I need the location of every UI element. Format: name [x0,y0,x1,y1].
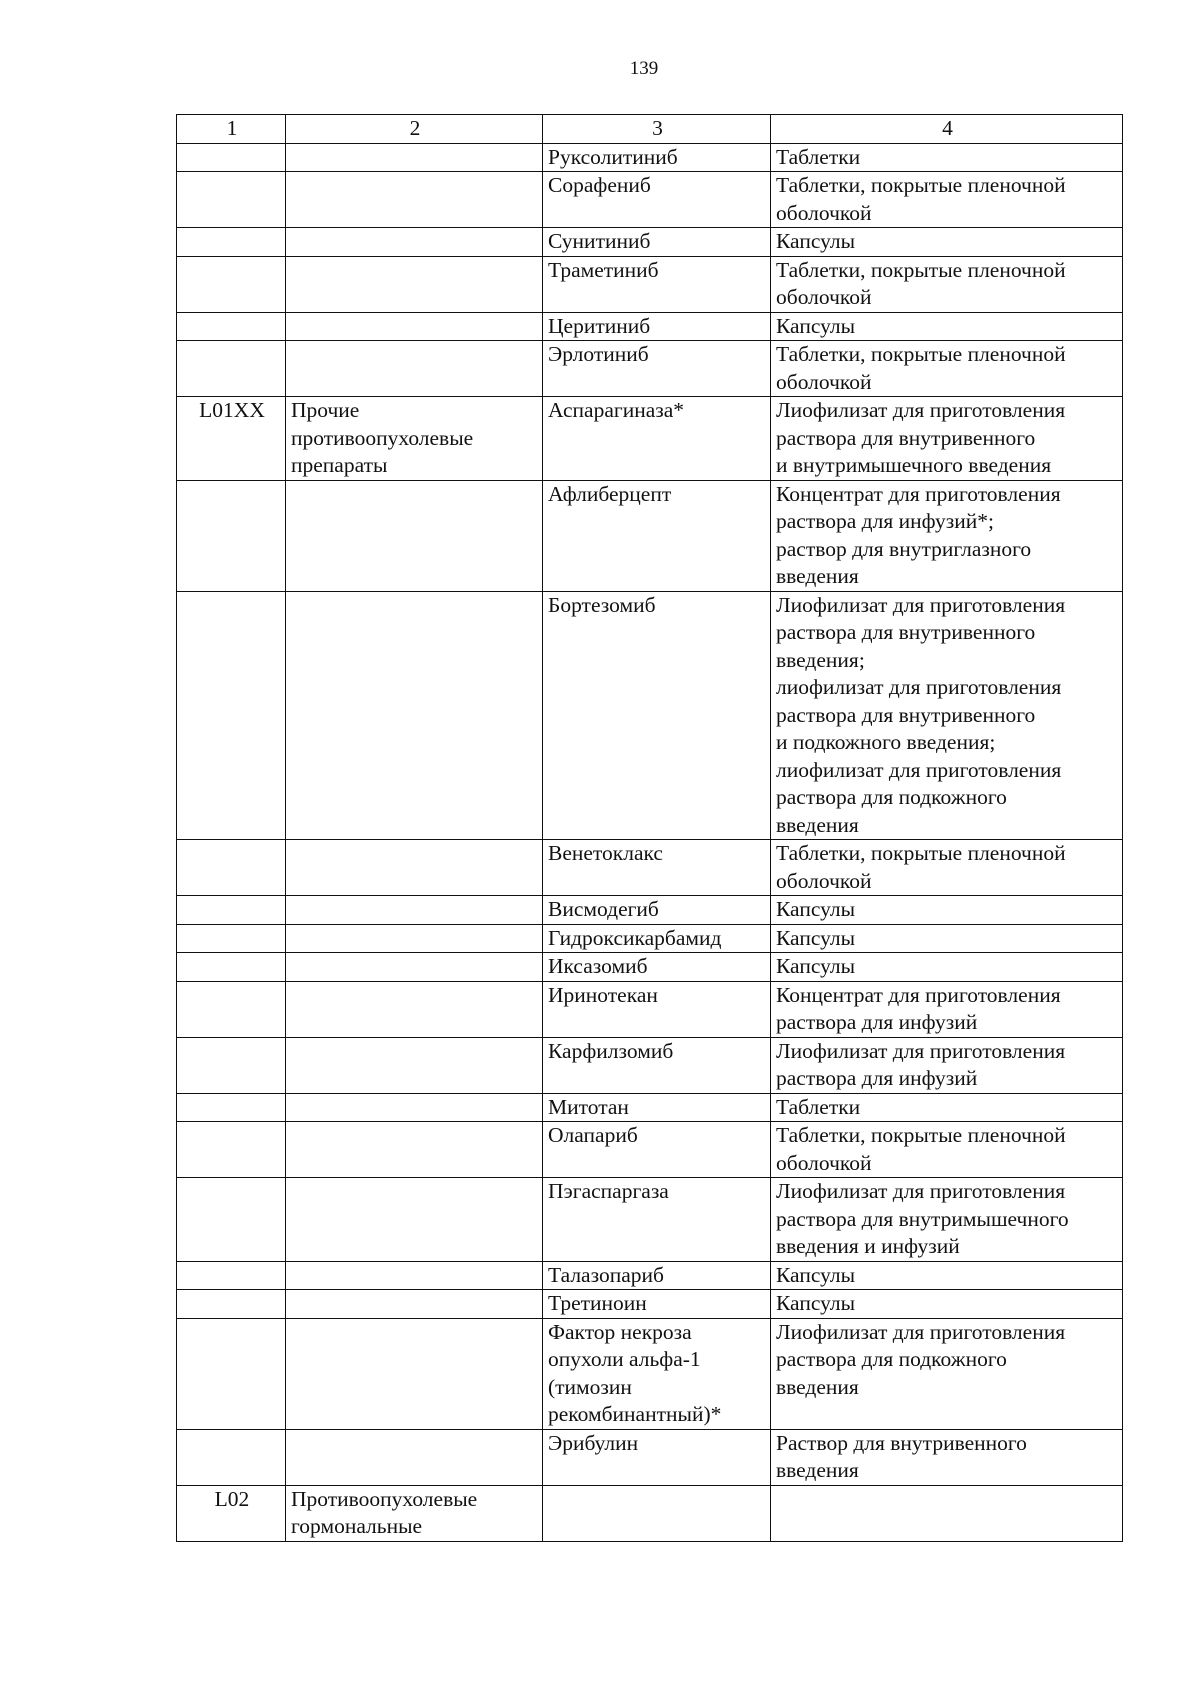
atc-code-cell: L02 [177,1485,286,1541]
dosage-form-cell: Лиофилизат для приготовления раствора для внутримышечного введения и инфузий [771,1178,1123,1262]
header-col-4: 4 [771,115,1123,144]
table-row [177,143,1123,172]
table-row [177,1093,1123,1122]
drug-name-cell: Иксазомиб [543,953,771,982]
atc-code-cell: L01XX [177,397,286,481]
atc-code-cell [177,312,286,341]
dosage-form-cell: Концентрат для приготовления раствора для инфузий [771,981,1123,1037]
dosage-form-cell: Капсулы [771,1261,1123,1290]
atc-code-cell [177,896,286,925]
drug-name-cell: Третиноин [543,1290,771,1319]
atc-code-cell [177,1093,286,1122]
group-cell: Прочие противоопухолевые препараты [286,397,543,481]
group-cell [286,591,543,840]
drug-name-cell: Митотан [543,1093,771,1122]
table-row [177,924,1123,953]
drug-name-cell: Пэгаспаргаза [543,1178,771,1262]
table-row [177,981,1123,1037]
group-cell [286,172,543,228]
drug-name-cell: Сорафениб [543,172,771,228]
dosage-form-cell: Капсулы [771,896,1123,925]
drug-name-cell: Руксолитиниб [543,143,771,172]
drug-name-cell: Афлиберцепт [543,480,771,591]
header-col-2: 2 [286,115,543,144]
table-row [177,953,1123,982]
drug-table [176,114,1123,1542]
group-cell [286,924,543,953]
table-row [177,1429,1123,1485]
atc-code-cell [177,1429,286,1485]
dosage-form-cell: Концентрат для приготовления раствора для инфузий*; раствор для внутриглазного введения [771,480,1123,591]
table-row [177,1485,1123,1541]
atc-code-cell [177,840,286,896]
group-cell [286,228,543,257]
group-cell [286,256,543,312]
table-row [177,1318,1123,1429]
header-row [177,115,1123,144]
group-cell [286,1093,543,1122]
dosage-form-cell: Капсулы [771,312,1123,341]
dosage-form-cell: Лиофилизат для приготовления раствора для внутривенного и внутримышечного введения [771,397,1123,481]
atc-code-cell [177,953,286,982]
dosage-form-cell: Капсулы [771,924,1123,953]
table-row [177,1037,1123,1093]
dosage-form-cell: Раствор для внутривенного введения [771,1429,1123,1485]
group-cell [286,480,543,591]
table-row [177,1178,1123,1262]
dosage-form-cell: Таблетки, покрытые пленочной оболочкой [771,341,1123,397]
dosage-form-cell: Таблетки, покрытые пленочной оболочкой [771,1122,1123,1178]
group-cell [286,1290,543,1319]
page-number: 139 [629,58,659,79]
table-row [177,1122,1123,1178]
dosage-form-cell: Лиофилизат для приготовления раствора для инфузий [771,1037,1123,1093]
atc-code-cell [177,1290,286,1319]
drug-name-cell: Эрибулин [543,1429,771,1485]
drug-name-cell: Траметиниб [543,256,771,312]
dosage-form-cell: Капсулы [771,953,1123,982]
dosage-form-cell [771,1485,1123,1541]
dosage-form-cell: Капсулы [771,1290,1123,1319]
header-col-3: 3 [543,115,771,144]
group-cell [286,896,543,925]
table-row [177,312,1123,341]
drug-name-cell [543,1485,771,1541]
group-cell [286,1178,543,1262]
table-row [177,1261,1123,1290]
atc-code-cell [177,1318,286,1429]
atc-code-cell [177,924,286,953]
atc-code-cell [177,256,286,312]
drug-name-cell: Висмодегиб [543,896,771,925]
group-cell [286,1037,543,1093]
atc-code-cell [177,480,286,591]
drug-name-cell: Эрлотиниб [543,341,771,397]
group-cell [286,1261,543,1290]
drug-name-cell: Гидроксикарбамид [543,924,771,953]
atc-code-cell [177,143,286,172]
dosage-form-cell: Таблетки [771,143,1123,172]
table-row [177,1290,1123,1319]
drug-name-cell: Сунитиниб [543,228,771,257]
group-cell: Противоопухолевые гормональные [286,1485,543,1541]
atc-code-cell [177,1037,286,1093]
group-cell [286,312,543,341]
drug-name-cell: Бортезомиб [543,591,771,840]
atc-code-cell [177,981,286,1037]
atc-code-cell [177,1122,286,1178]
atc-code-cell [177,228,286,257]
table-row [177,591,1123,840]
atc-code-cell [177,1261,286,1290]
group-cell [286,1122,543,1178]
drug-name-cell: Аспарагиназа* [543,397,771,481]
drug-name-cell: Фактор некроза опухоли альфа-1 (тимозин рекомбинантный)* [543,1318,771,1429]
table-row [177,341,1123,397]
atc-code-cell [177,591,286,840]
table-row [177,172,1123,228]
group-cell [286,1318,543,1429]
table-row [177,840,1123,896]
dosage-form-cell: Таблетки, покрытые пленочной оболочкой [771,840,1123,896]
dosage-form-cell: Лиофилизат для приготовления раствора для подкожного введения [771,1318,1123,1429]
drug-name-cell: Венетоклакс [543,840,771,896]
drug-name-cell: Церитиниб [543,312,771,341]
atc-code-cell [177,1178,286,1262]
group-cell [286,981,543,1037]
group-cell [286,143,543,172]
group-cell [286,840,543,896]
table-row [177,397,1123,481]
table-row [177,256,1123,312]
atc-code-cell [177,172,286,228]
drug-name-cell: Талазопариб [543,1261,771,1290]
dosage-form-cell: Таблетки [771,1093,1123,1122]
dosage-form-cell: Таблетки, покрытые пленочной оболочкой [771,256,1123,312]
dosage-form-cell: Лиофилизат для приготовления раствора для внутривенного введения; лиофилизат для приготовления раствора для внутривенного и подкожного введения; лиофилизат для приготовления раствора для подкожного введения [771,591,1123,840]
header-col-1: 1 [177,115,286,144]
dosage-form-cell: Капсулы [771,228,1123,257]
table-row [177,896,1123,925]
table-row [177,228,1123,257]
drug-name-cell: Иринотекан [543,981,771,1037]
drug-name-cell: Карфилзомиб [543,1037,771,1093]
group-cell [286,1429,543,1485]
group-cell [286,953,543,982]
dosage-form-cell: Таблетки, покрытые пленочной оболочкой [771,172,1123,228]
drug-name-cell: Олапариб [543,1122,771,1178]
atc-code-cell [177,341,286,397]
group-cell [286,341,543,397]
table-row [177,480,1123,591]
